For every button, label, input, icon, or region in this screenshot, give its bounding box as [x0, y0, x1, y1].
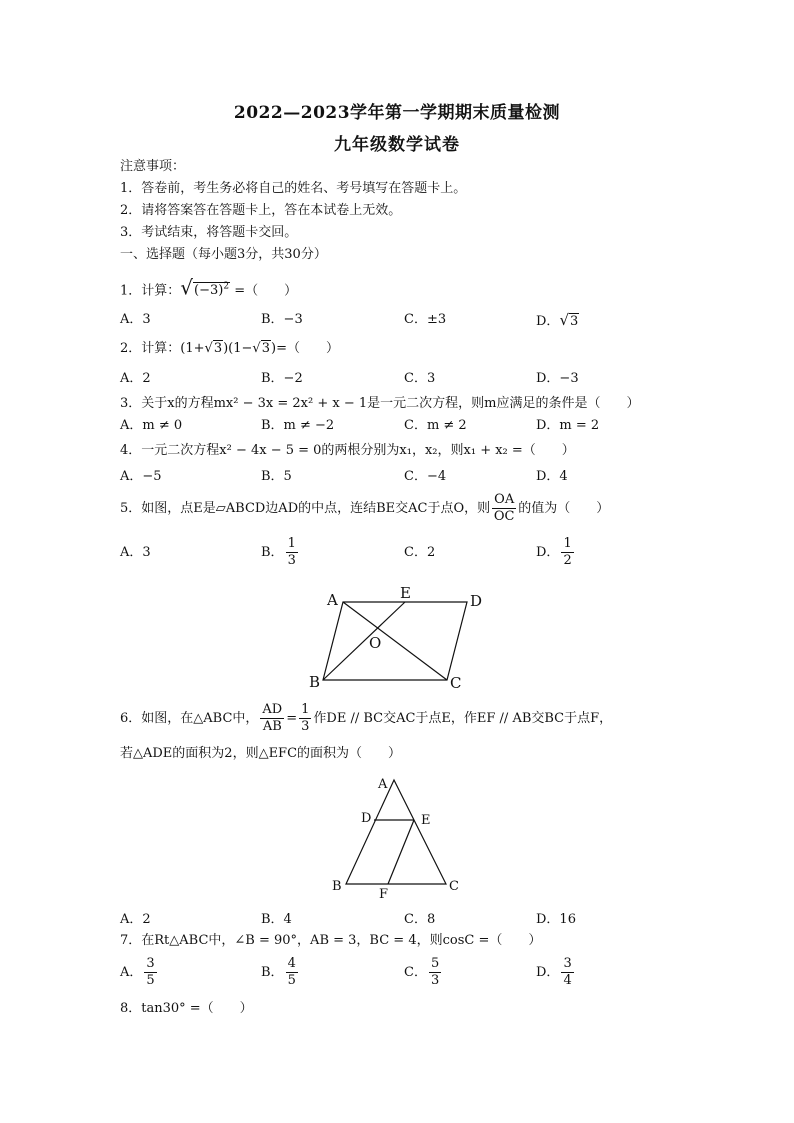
question-3: 3．关于x的方程mx² − 3x = 2x² + x − 1是一元二次方程，则m应满足的条件是（ ） [120, 396, 640, 411]
option-a: A．3 [120, 312, 151, 327]
option-b: B．−3 [261, 312, 303, 327]
option-c: C．8 [404, 912, 436, 927]
vertex-label: A [378, 777, 388, 792]
diagonal-ac [343, 602, 447, 680]
option-d: D． $\frac{1}{2}$ [536, 536, 572, 568]
sqrt-sign: √ [180, 275, 194, 300]
question-5: 5．如图，点E是▱ABCD边AD的中点，连结BE交AC于点O，则 $\frac{OA}{OC}$ 的值为（ ） [120, 492, 610, 524]
option-d: D．−3 [536, 371, 579, 386]
question-tail: =（ ） [234, 283, 298, 299]
option-c: C．−4 [404, 469, 447, 484]
option-b: B．m ≠ −2 [261, 418, 335, 433]
option-d: D． $\frac{3}{4}$ [536, 956, 572, 988]
question-4: 4．一元二次方程x² − 4x − 5 = 0的两根分别为x₁，x₂，则x₁ + x₂ =（ ） [120, 443, 575, 458]
note-item: 2．请将答案答在答题卡上，答在本试卷上无效。 [120, 203, 402, 218]
segment-be [323, 602, 405, 680]
option-a: A．2 [120, 371, 151, 386]
radicand: $(-3)^2$ [194, 282, 230, 299]
vertex-label: C [450, 674, 462, 692]
section-heading: 一、选择题（每小题3分，共30分） [120, 247, 327, 262]
question-2: 2．计算：(1+√3)(1−√3)=（ ） [120, 341, 339, 356]
vertex-label: B [309, 673, 321, 691]
vertex-label: O [369, 634, 382, 652]
note-item: 1．答卷前，考生务必将自己的姓名、考号填写在答题卡上。 [120, 181, 467, 196]
sqrt-sign: √ [559, 311, 569, 329]
option-b: B．4 [261, 912, 292, 927]
question-1 [120, 275, 298, 300]
option-b: B．5 [261, 469, 292, 484]
option-a: A．−5 [120, 469, 162, 484]
exam-subtitle: 九年级数学试卷 [334, 135, 460, 155]
option-a: A．m ≠ 0 [120, 418, 183, 433]
vertex-label: E [421, 813, 431, 828]
vertex-label: A [327, 591, 338, 609]
question-number: 1．计算： [120, 283, 181, 299]
option-c: C．2 [404, 545, 436, 560]
fraction: $\frac{OA}{OC}$ [493, 492, 515, 524]
vertex-label: E [400, 584, 411, 602]
option-d: D．√3 [536, 311, 579, 329]
vertex-label: F [379, 887, 389, 902]
option-d: D．16 [536, 912, 576, 927]
option-b: B．−2 [261, 371, 303, 386]
option-a: A．2 [120, 912, 151, 927]
vertex-label: D [470, 592, 483, 610]
segment-ef [388, 820, 414, 884]
triangle-figure [330, 772, 465, 902]
option-d: D．m = 2 [536, 418, 600, 433]
note-item: 3．考试结束，将答题卡交回。 [120, 225, 298, 240]
option-c: C． $\frac{5}{3}$ [404, 956, 440, 988]
question-8: 8．tan30° =（ ） [120, 1001, 253, 1016]
question-6-cont: 若△ADE的面积为2，则△EFC的面积为（ ） [120, 746, 402, 761]
question-6: 6．如图，在△ABC中， $\frac{AD}{AB}$ = $\frac{1}{3}$ 作DE // BC交AC于点E，作EF // AB交BC于点F， [120, 702, 613, 734]
option-c: C．3 [404, 371, 436, 386]
vertex-label: C [449, 879, 459, 894]
question-7: 7．在Rt△ABC中，∠B = 90°，AB = 3，BC = 4，则cosC =（ ） [120, 933, 542, 948]
parallelogram-figure [305, 580, 490, 692]
exam-title: 2022—2023学年第一学期期末质量检测 [233, 103, 561, 123]
vertex-label: D [361, 811, 372, 826]
option-a: A．3 [120, 545, 151, 560]
option-c: C．±3 [404, 312, 447, 327]
sqrt-sign: √ [204, 341, 213, 356]
option-c: C．m ≠ 2 [404, 418, 467, 433]
vertex-label: B [332, 879, 342, 894]
option-b: B． $\frac{1}{3}$ [261, 536, 296, 568]
option-a: A． $\frac{3}{5}$ [120, 956, 155, 988]
notes-heading: 注意事项： [120, 159, 186, 174]
option-b: B． $\frac{4}{5}$ [261, 956, 296, 988]
triangle-outline [346, 780, 446, 884]
option-d: D．4 [536, 469, 568, 484]
sqrt-sign: √ [252, 341, 261, 356]
